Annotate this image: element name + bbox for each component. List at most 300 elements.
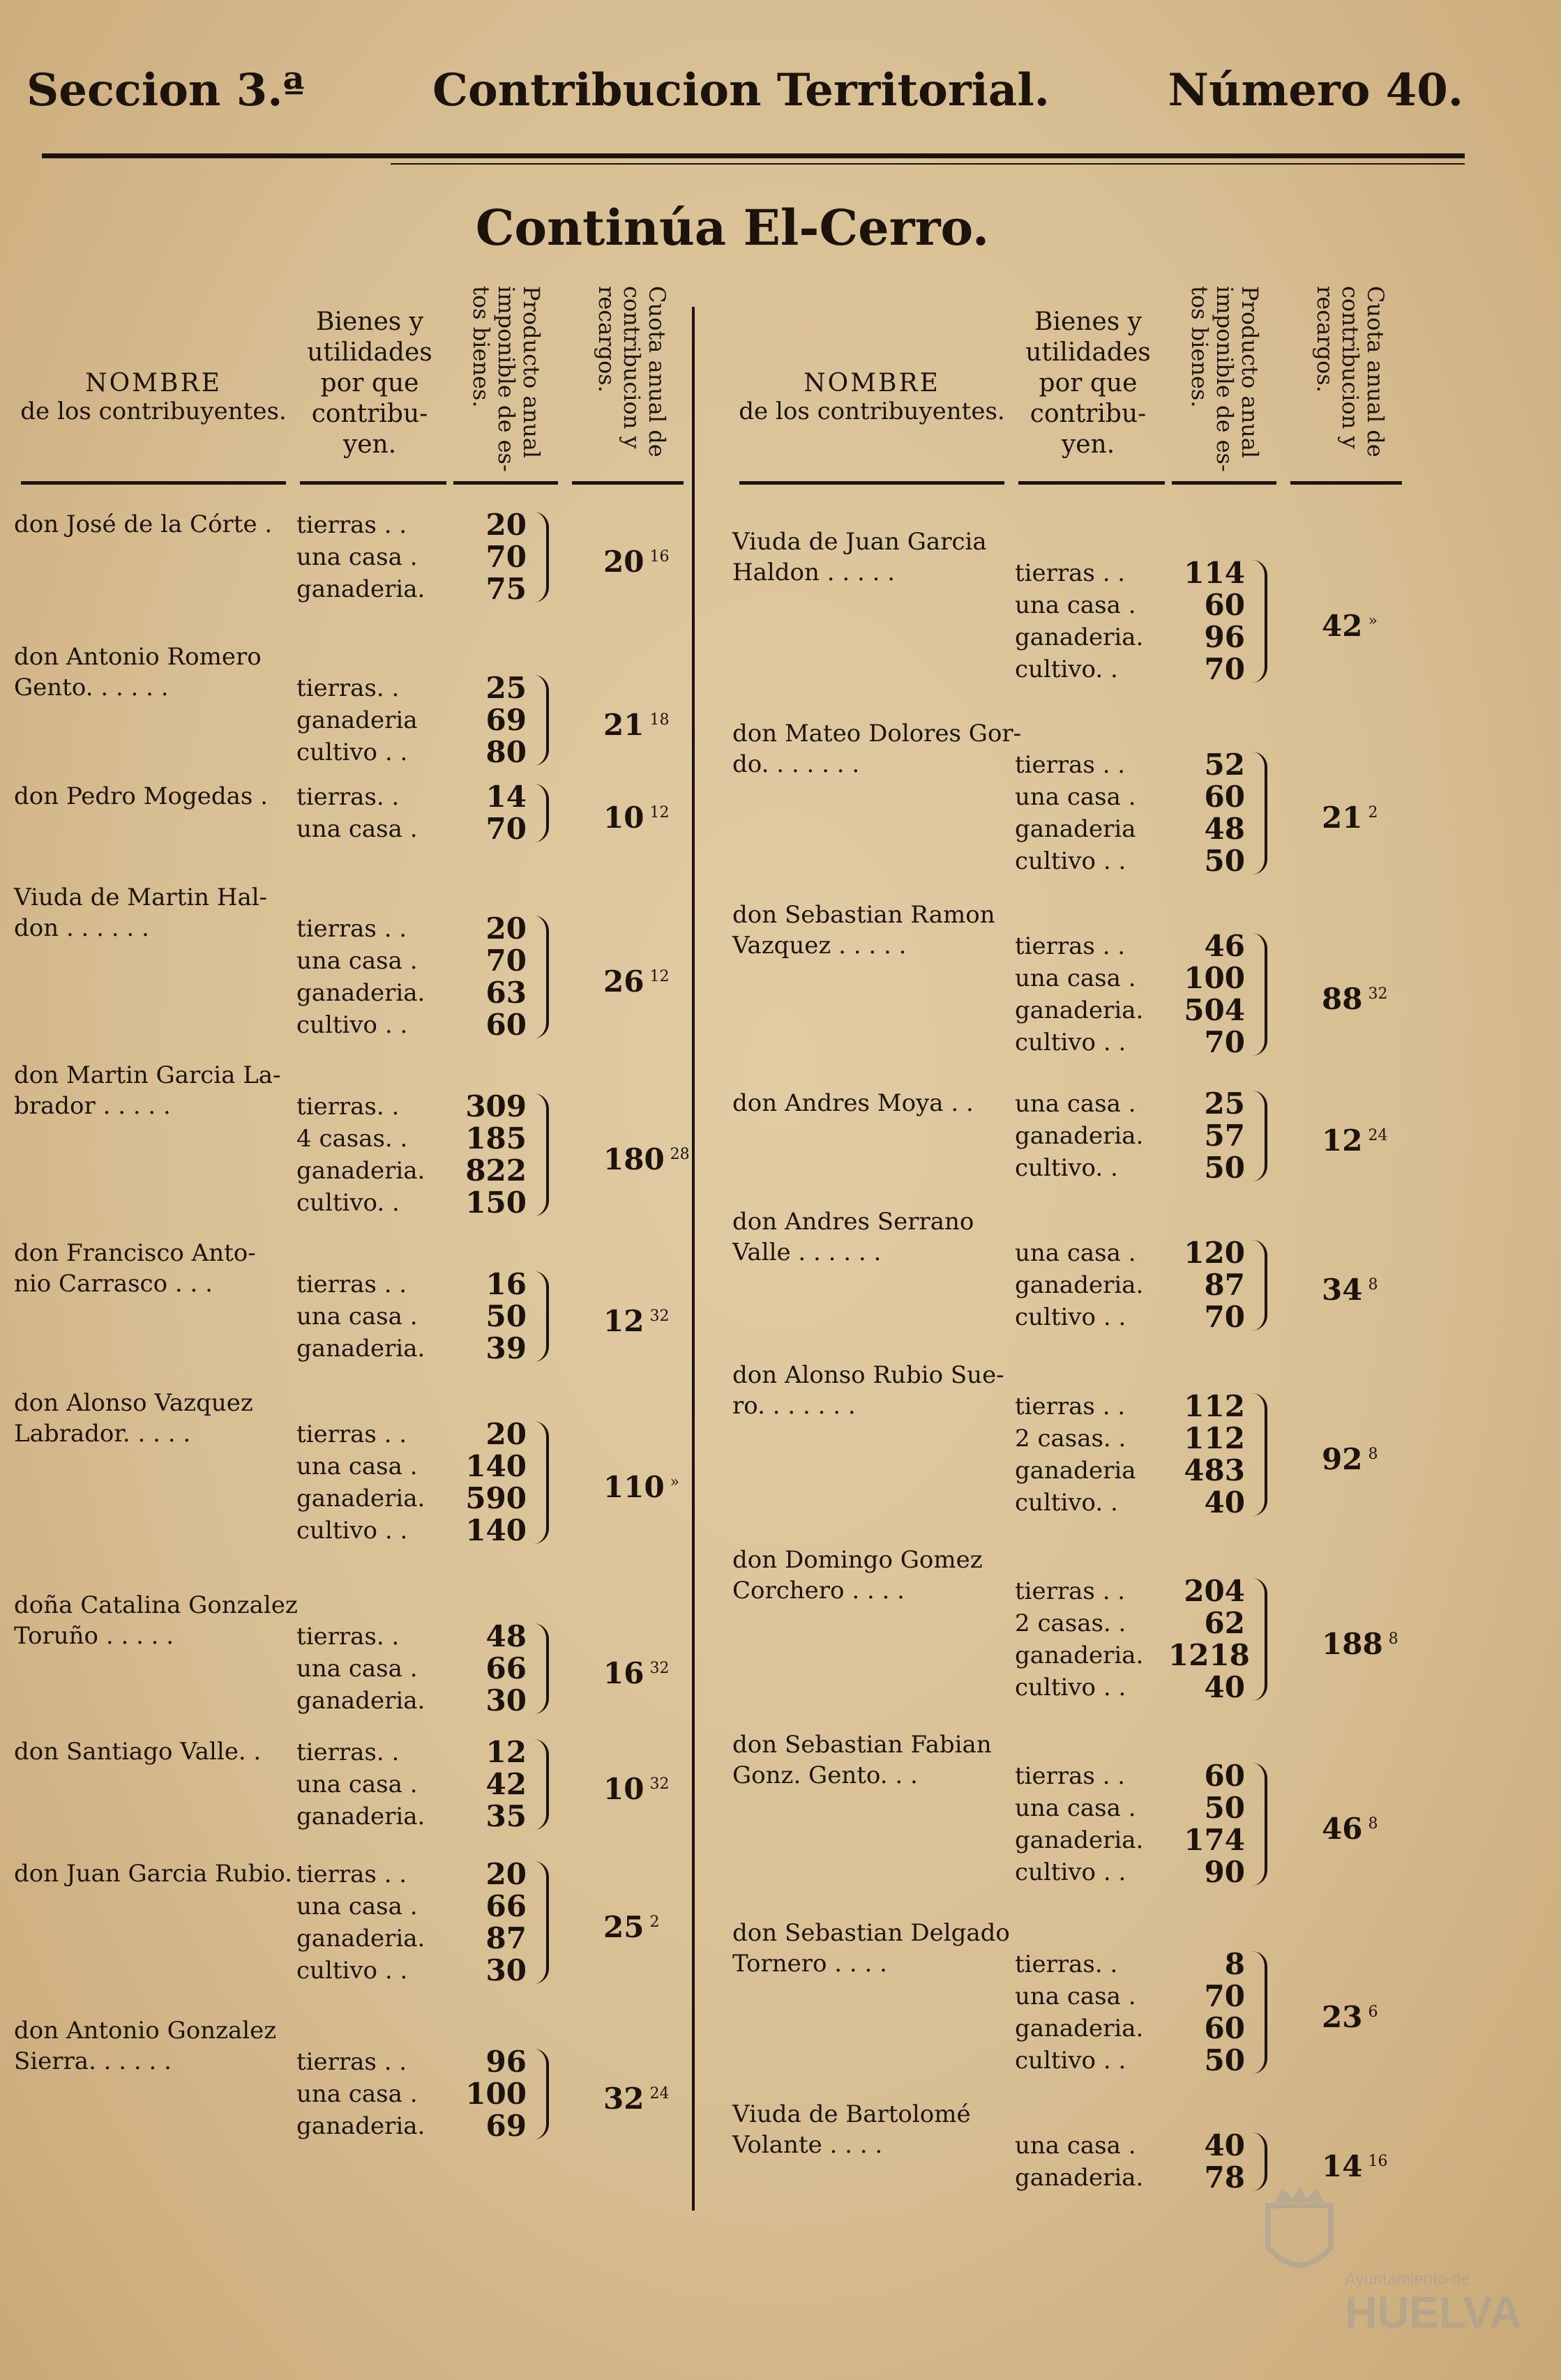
property-row xyxy=(296,1890,561,1923)
property-value: 25 xyxy=(485,671,527,705)
quota-amount: 10 xyxy=(603,1772,644,1806)
property-list xyxy=(296,509,561,605)
property-list xyxy=(296,781,561,845)
property-value: 50 xyxy=(1204,1791,1245,1825)
contributor-name: don Alonso Vazquez Labrador. . . . . xyxy=(14,1389,253,1448)
property-value: 120 xyxy=(1184,1236,1245,1270)
property-type: 2 casas. . xyxy=(1015,1425,1126,1453)
property-row xyxy=(1015,1607,1280,1639)
property-type: tierras . . xyxy=(296,511,407,539)
property-row xyxy=(1015,2013,1280,2045)
brace-mark xyxy=(1252,1091,1267,1181)
property-type: cultivo . . xyxy=(296,1517,408,1545)
property-value: 96 xyxy=(485,2045,527,2079)
property-list xyxy=(1015,930,1280,1059)
property-row xyxy=(296,1515,561,1547)
property-list xyxy=(296,1858,561,1987)
header-goods: Bienes y utilidades por que contribu- yen. xyxy=(1025,308,1151,459)
property-value: 140 xyxy=(465,1513,527,1547)
property-row xyxy=(1015,1487,1280,1519)
annual-quota xyxy=(1322,1120,1387,1157)
quota-amount: 32 xyxy=(603,2082,644,2116)
property-list xyxy=(296,913,561,1041)
property-row xyxy=(296,704,561,736)
quota-fraction: 2 xyxy=(1368,804,1378,821)
section-label: Seccion 3.ª xyxy=(27,64,305,116)
header-product: Producto anual imponible de es- tos bienes. xyxy=(1186,286,1263,472)
property-value: 66 xyxy=(485,1889,527,1923)
property-value: 60 xyxy=(1204,1759,1245,1793)
brace-mark xyxy=(534,2049,549,2139)
property-type: una casa . xyxy=(296,543,418,571)
annual-quota xyxy=(603,2078,669,2115)
property-value: 112 xyxy=(1184,1389,1245,1423)
property-row xyxy=(296,1768,561,1801)
header-quota: Cuota anual de contribucion y recargos. xyxy=(594,286,670,457)
property-type: una casa . xyxy=(296,2080,418,2108)
brace-mark xyxy=(534,916,549,1038)
header-quota: Cuota anual de contribucion y recargos. xyxy=(1312,286,1389,457)
quota-amount: 26 xyxy=(603,964,644,999)
contributor-name: don Domingo Gomez Corchero . . . . xyxy=(732,1546,983,1605)
property-value: 60 xyxy=(485,1008,527,1042)
quota-amount: 92 xyxy=(1322,1442,1363,1476)
annual-quota xyxy=(603,704,669,741)
property-value: 12 xyxy=(485,1735,527,1769)
property-type: una casa . xyxy=(296,815,418,843)
property-type: ganaderia xyxy=(1015,815,1136,843)
contributor-name: doña Catalina Gonzalez Toruño . . . . . xyxy=(14,1591,298,1650)
property-value: 39 xyxy=(485,1331,527,1365)
property-list xyxy=(296,1268,561,1365)
annual-quota xyxy=(603,1466,679,1503)
property-type: tierras . . xyxy=(296,2048,407,2076)
property-value: 80 xyxy=(485,735,527,769)
property-value: 20 xyxy=(485,911,527,946)
property-list xyxy=(296,1621,561,1717)
contributor-name: don Martin Garcia La- brador . . . . . xyxy=(14,1061,281,1120)
header-name xyxy=(14,370,293,572)
property-type: una casa . xyxy=(296,1771,418,1798)
quota-fraction: 16 xyxy=(649,548,670,566)
property-value: 35 xyxy=(485,1799,527,1833)
quota-fraction: 2 xyxy=(649,1913,660,1931)
quota-fraction: » xyxy=(670,1473,680,1491)
property-type: ganaderia. xyxy=(1015,2164,1144,2192)
property-row xyxy=(1015,1575,1280,1607)
property-type: cultivo . . xyxy=(296,1011,408,1039)
contributor-name: don Francisco Anto- nio Carrasco . . . xyxy=(14,1239,256,1298)
property-type: ganaderia. xyxy=(296,979,425,1007)
property-type: tierras . . xyxy=(1015,1393,1126,1420)
property-type: ganaderia. xyxy=(296,1687,425,1715)
property-type: ganaderia. xyxy=(1015,2015,1144,2042)
property-row xyxy=(1015,1856,1280,1888)
brace-mark xyxy=(1252,1240,1267,1331)
property-value: 70 xyxy=(1204,1300,1245,1334)
property-row xyxy=(1015,1026,1280,1059)
property-type: ganaderia. xyxy=(296,1157,425,1185)
brace-mark xyxy=(534,1623,549,1714)
property-value: 822 xyxy=(465,1153,527,1188)
header-underline xyxy=(300,481,446,485)
quota-amount: 12 xyxy=(1322,1123,1363,1158)
property-type: cultivo. . xyxy=(1015,1489,1118,1517)
property-row xyxy=(296,1268,561,1301)
property-list xyxy=(1015,1575,1280,1704)
property-row xyxy=(296,1621,561,1653)
property-list xyxy=(1015,1088,1280,1184)
quota-fraction: 18 xyxy=(649,711,670,729)
property-row xyxy=(1015,994,1280,1026)
property-row xyxy=(296,1858,561,1890)
annual-quota xyxy=(603,1907,659,1943)
header-underline xyxy=(453,481,558,485)
property-value: 60 xyxy=(1204,780,1245,814)
quota-fraction: 12 xyxy=(649,968,670,985)
watermark-big-text: HUELVA xyxy=(1345,2287,1522,2337)
contributor-name: don Pedro Mogedas . xyxy=(14,782,268,810)
annual-quota xyxy=(603,961,669,998)
property-type: ganaderia xyxy=(296,706,418,734)
property-type: una casa . xyxy=(1015,783,1136,811)
property-row xyxy=(1015,2162,1280,2194)
property-type: tierras . . xyxy=(296,1420,407,1448)
property-type: ganaderia. xyxy=(1015,1642,1144,1669)
contributor-name: don Sebastian Fabian Gonz. Gento. . . xyxy=(732,1731,992,1789)
annual-quota xyxy=(603,1653,669,1690)
property-value: 62 xyxy=(1204,1606,1245,1640)
property-row xyxy=(296,1123,561,1155)
property-value: 70 xyxy=(485,943,527,978)
property-row xyxy=(296,1187,561,1219)
property-value: 90 xyxy=(1204,1855,1245,1889)
header-name-bottom: de los contribuyentes. xyxy=(739,397,1005,425)
property-row xyxy=(296,1923,561,1955)
annual-quota xyxy=(1322,605,1378,642)
annual-quota xyxy=(1322,2146,1387,2183)
property-list xyxy=(296,2046,561,2142)
property-value: 100 xyxy=(1184,961,1245,995)
property-list xyxy=(296,1091,561,1219)
annual-quota xyxy=(603,1139,690,1176)
property-row xyxy=(296,977,561,1009)
left-table xyxy=(14,279,725,2231)
quota-fraction: 24 xyxy=(1368,1127,1388,1144)
property-type: tierras. . xyxy=(296,1093,400,1121)
property-value: 70 xyxy=(1204,652,1245,686)
property-row xyxy=(1015,1423,1280,1455)
quota-amount: 34 xyxy=(1322,1273,1363,1307)
property-row xyxy=(1015,589,1280,621)
property-type: tierras . . xyxy=(1015,751,1126,779)
property-type: una casa . xyxy=(296,1655,418,1683)
property-row xyxy=(296,1483,561,1515)
property-type: tierras. . xyxy=(296,783,400,811)
property-row xyxy=(296,781,561,813)
property-value: 50 xyxy=(1204,2043,1245,2077)
property-row xyxy=(1015,557,1280,589)
property-row xyxy=(296,1091,561,1123)
property-row xyxy=(296,1653,561,1685)
property-value: 1218 xyxy=(1168,1638,1250,1672)
quota-fraction: 16 xyxy=(1368,2153,1388,2170)
quota-fraction: 12 xyxy=(649,804,670,821)
contributor-name: don Santiago Valle. . xyxy=(14,1738,262,1766)
brace-mark xyxy=(1252,1578,1267,1701)
subtitle: Continúa El-Cerro. xyxy=(475,199,990,257)
property-value: 174 xyxy=(1184,1823,1245,1857)
quota-fraction: 8 xyxy=(1368,1815,1378,1833)
property-row xyxy=(296,1685,561,1717)
property-list xyxy=(1015,1948,1280,2077)
property-row xyxy=(1015,1120,1280,1152)
property-value: 309 xyxy=(465,1089,527,1123)
header-name-top: NOMBRE xyxy=(804,369,940,397)
quota-amount: 21 xyxy=(603,708,644,742)
property-value: 204 xyxy=(1184,1574,1245,1608)
property-type: ganaderia. xyxy=(1015,1826,1144,1854)
property-value: 70 xyxy=(1204,1025,1245,1059)
property-row xyxy=(1015,1269,1280,1301)
property-row xyxy=(1015,1824,1280,1856)
property-value: 25 xyxy=(1204,1086,1245,1121)
annual-quota xyxy=(1322,1439,1378,1476)
contributor-name: don Alonso Rubio Sue- ro. . . . . . . xyxy=(732,1361,1004,1420)
property-type: ganaderia xyxy=(1015,1457,1136,1485)
header-rule xyxy=(42,153,1465,158)
property-type: una casa . xyxy=(1015,1794,1136,1822)
property-value: 42 xyxy=(485,1767,527,1801)
property-type: tierras . . xyxy=(296,1271,407,1298)
property-row xyxy=(296,1418,561,1450)
contributor-name: don Andres Serrano Valle . . . . . . xyxy=(732,1208,974,1266)
contributor-name: don Antonio Romero Gento. . . . . . xyxy=(14,643,262,702)
annual-quota xyxy=(603,1301,669,1337)
quota-amount: 180 xyxy=(603,1142,665,1176)
property-list xyxy=(1015,749,1280,877)
property-value: 87 xyxy=(1204,1268,1245,1302)
property-row xyxy=(296,573,561,605)
quota-amount: 21 xyxy=(1322,801,1363,835)
brace-mark xyxy=(534,1421,549,1544)
right-table xyxy=(732,279,1444,2231)
property-value: 48 xyxy=(485,1619,527,1653)
property-value: 20 xyxy=(485,1857,527,1891)
header-rule-thin xyxy=(391,163,1465,165)
property-value: 75 xyxy=(485,572,527,606)
property-type: una casa . xyxy=(1015,591,1136,619)
property-value: 50 xyxy=(485,1299,527,1333)
property-type: cultivo. . xyxy=(1015,1154,1118,1182)
property-type: cultivo . . xyxy=(1015,1674,1126,1701)
property-type: ganaderia. xyxy=(1015,1271,1144,1299)
quota-fraction: 32 xyxy=(649,1308,670,1325)
annual-quota xyxy=(1322,978,1387,1015)
property-type: una casa . xyxy=(296,947,418,975)
brace-mark xyxy=(1252,1393,1267,1516)
contributor-name: don Sebastian Ramon Vazquez . . . . . xyxy=(732,901,995,960)
property-value: 66 xyxy=(485,1651,527,1685)
property-value: 483 xyxy=(1184,1453,1245,1487)
property-row xyxy=(296,1450,561,1483)
quota-fraction: 24 xyxy=(649,2085,670,2102)
annual-quota xyxy=(603,541,669,578)
property-value: 52 xyxy=(1204,748,1245,782)
property-list xyxy=(1015,1390,1280,1519)
property-row xyxy=(296,1955,561,1987)
property-list xyxy=(1015,1237,1280,1333)
property-type: tierras. . xyxy=(296,1738,400,1766)
property-type: tierras. . xyxy=(1015,1950,1118,1978)
quota-amount: 10 xyxy=(603,801,644,835)
property-value: 50 xyxy=(1204,844,1245,878)
property-type: tierras . . xyxy=(1015,1577,1126,1605)
property-row xyxy=(1015,845,1280,877)
property-value: 63 xyxy=(485,976,527,1010)
contributor-name: don Mateo Dolores Gor- do. . . . . . . xyxy=(732,720,1022,778)
property-row xyxy=(296,541,561,573)
annual-quota xyxy=(1322,1996,1378,2033)
property-row xyxy=(296,813,561,845)
property-value: 504 xyxy=(1184,993,1245,1027)
property-row xyxy=(296,2110,561,2142)
brace-mark xyxy=(534,1861,549,1984)
quota-fraction: » xyxy=(1368,612,1378,630)
quota-fraction: 8 xyxy=(1368,1276,1378,1294)
property-value: 70 xyxy=(485,540,527,574)
property-row xyxy=(1015,930,1280,962)
property-value: 100 xyxy=(465,2077,527,2111)
annual-quota xyxy=(1322,797,1378,834)
header-product: Producto anual imponible de es- tos bienes. xyxy=(468,286,545,472)
property-type: tierras . . xyxy=(1015,559,1126,587)
property-type: cultivo. . xyxy=(1015,655,1118,683)
contributor-name: Viuda de Martin Hal- don . . . . . . xyxy=(14,884,268,942)
property-value: 40 xyxy=(1204,2128,1245,2162)
property-value: 57 xyxy=(1204,1119,1245,1153)
property-row xyxy=(296,1155,561,1187)
header-underline xyxy=(739,481,1004,485)
property-row xyxy=(1015,1237,1280,1269)
property-value: 60 xyxy=(1204,2011,1245,2045)
property-row xyxy=(296,1801,561,1833)
property-row xyxy=(1015,1980,1280,2013)
brace-mark xyxy=(1252,752,1267,874)
property-value: 50 xyxy=(1204,1151,1245,1185)
contributor-name: don Antonio Gonzalez Sierra. . . . . . xyxy=(14,2017,277,2075)
property-list xyxy=(296,1736,561,1833)
header-underline xyxy=(21,481,286,485)
property-row xyxy=(1015,1390,1280,1423)
property-value: 87 xyxy=(485,1921,527,1955)
property-type: una casa . xyxy=(1015,1983,1136,2010)
property-type: tierras . . xyxy=(296,1860,407,1888)
property-type: una casa . xyxy=(1015,1090,1136,1118)
header-underline xyxy=(1172,481,1276,485)
brace-mark xyxy=(1252,2132,1267,2191)
property-row xyxy=(1015,653,1280,685)
header-underline xyxy=(1018,481,1165,485)
property-row xyxy=(1015,962,1280,994)
annual-quota xyxy=(603,797,669,834)
header-name-top: NOMBRE xyxy=(85,369,222,397)
coat-of-arms-icon xyxy=(1261,2185,1338,2282)
property-type: tierras. . xyxy=(296,674,400,702)
quota-amount: 46 xyxy=(1322,1812,1363,1846)
property-row xyxy=(1015,621,1280,653)
property-row xyxy=(1015,1152,1280,1184)
property-type: ganaderia. xyxy=(1015,623,1144,651)
property-type: cultivo . . xyxy=(1015,1029,1126,1056)
quota-fraction: 6 xyxy=(1368,2003,1378,2021)
property-value: 590 xyxy=(465,1481,527,1515)
property-row xyxy=(296,1009,561,1041)
property-value: 20 xyxy=(485,508,527,542)
property-type: tierras . . xyxy=(1015,1762,1126,1790)
property-row xyxy=(1015,1948,1280,1980)
property-row xyxy=(296,1736,561,1768)
property-row xyxy=(1015,813,1280,845)
property-type: cultivo . . xyxy=(1015,847,1126,875)
property-value: 14 xyxy=(485,780,527,814)
quota-amount: 16 xyxy=(603,1656,644,1690)
property-type: tierras. . xyxy=(296,1623,400,1651)
property-row xyxy=(1015,1672,1280,1704)
property-value: 30 xyxy=(485,1953,527,1987)
annual-quota xyxy=(1322,1808,1378,1845)
property-list xyxy=(296,672,561,768)
quota-amount: 14 xyxy=(1322,2149,1363,2183)
brace-mark xyxy=(534,512,549,602)
brace-mark xyxy=(1252,1951,1267,2074)
property-type: una casa . xyxy=(296,1453,418,1480)
property-list xyxy=(296,1418,561,1547)
header-goods: Bienes y utilidades por que contribu- yen. xyxy=(307,308,432,459)
property-value: 16 xyxy=(485,1267,527,1301)
property-list xyxy=(1015,557,1280,685)
contributor-name: don Andres Moya . . xyxy=(732,1089,974,1117)
property-value: 60 xyxy=(1204,588,1245,622)
brace-mark xyxy=(534,1093,549,1216)
property-value: 20 xyxy=(485,1417,527,1451)
property-type: ganaderia. xyxy=(296,1485,425,1513)
contributor-name: don Juan Garcia Rubio. xyxy=(14,1860,292,1888)
quota-amount: 25 xyxy=(603,1910,644,1944)
annual-quota xyxy=(603,1768,669,1805)
property-type: una casa . xyxy=(1015,2132,1136,2160)
page-number: Número 40. xyxy=(1168,64,1463,116)
property-type: ganaderia. xyxy=(296,575,425,603)
property-type: cultivo . . xyxy=(1015,1858,1126,1886)
property-row xyxy=(1015,749,1280,781)
brace-mark xyxy=(534,784,549,842)
property-value: 78 xyxy=(1204,2160,1245,2195)
property-value: 48 xyxy=(1204,812,1245,846)
contributor-name: don José de la Córte . xyxy=(14,510,273,538)
watermark-small-text: Ayuntamiento de xyxy=(1345,2270,1470,2289)
property-type: ganaderia. xyxy=(296,1925,425,1953)
property-row xyxy=(296,1301,561,1333)
property-row xyxy=(1015,2045,1280,2077)
property-value: 40 xyxy=(1204,1670,1245,1704)
property-row xyxy=(296,2046,561,2078)
quota-fraction: 32 xyxy=(649,1660,670,1677)
property-type: una casa . xyxy=(296,1893,418,1920)
header-underline xyxy=(572,481,684,485)
property-value: 96 xyxy=(1204,620,1245,654)
property-value: 69 xyxy=(485,2109,527,2143)
